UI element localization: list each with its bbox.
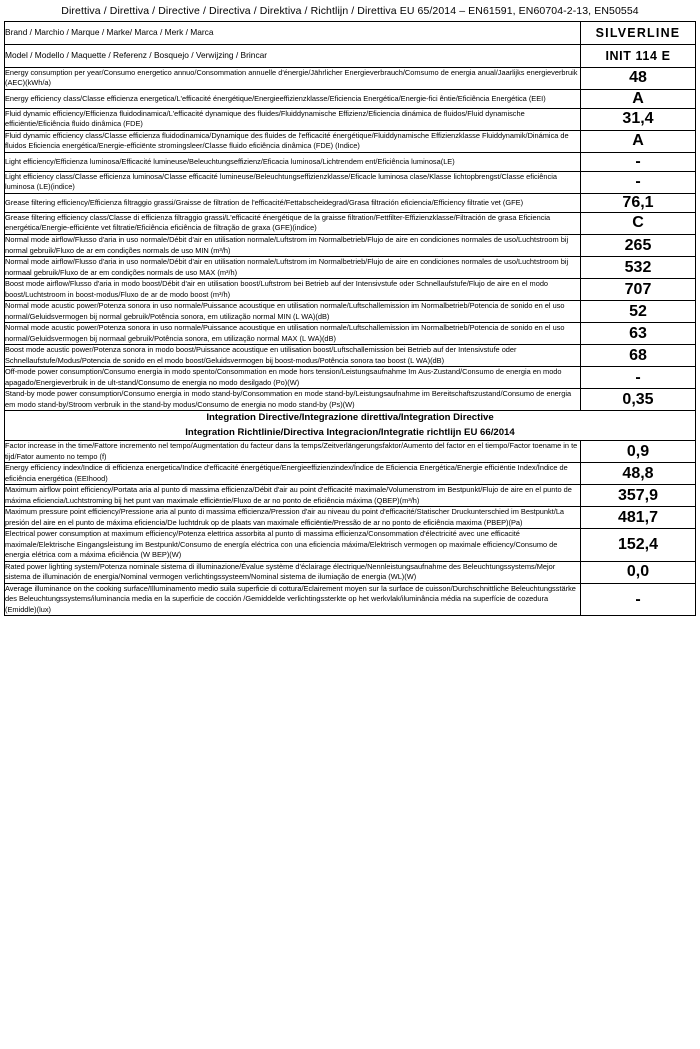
table-row — [5, 345, 696, 367]
table-row — [5, 67, 696, 89]
row-value: 48,8 — [581, 463, 696, 485]
table-row — [5, 171, 696, 193]
row-label: Normal mode airflow/Flusso d'aria in uso normale/Débit d'air en utilisation normale/Luftstrom im Normalbetrieb/Flujo de aire en condiciones normales de uso/Luchtstroom bij normal gebruik/Fluxo de ar em condições normals de uso MIN (m³/h) — [5, 235, 581, 257]
table-row — [5, 389, 696, 411]
row-label: Normal mode airflow/Flusso d'aria in uso normale/Débit d'air en utilisation normale/Luftstrom im Normalbetrieb/Flujo de aire en condiciones normales de uso/Luchtstroom bij normaal gebruik/Fluxo de ar em condições normals de uso MAX (m³/h) — [5, 257, 581, 279]
table-row — [5, 193, 696, 212]
table-row — [5, 367, 696, 389]
directive-header: Direttiva / Direttiva / Directive / Directiva / Direktiva / Richtlijn / Direttiva EU 65/2014 – EN61591, EN60704-2-13, EN50554 — [61, 5, 639, 17]
table-row — [5, 561, 696, 583]
row-label: Stand-by mode power consumption/Consumo energia in modo stand-by/Consommation en mode stand-by/Leistungsaufnahme im Bereitschaftszustand/Consumo de energia em modo stand-by/Stroom verbruik in the stand-by modus/Consumo de energia no modo stand-by (Ps)(W) — [5, 389, 581, 411]
row-value: - — [581, 171, 696, 193]
table-row — [5, 130, 696, 152]
model-label: Model / Modello / Maquette / Referenz / Bosquejo / Verwijzing / Brincar — [5, 44, 581, 67]
row-label: Boost mode acustic power/Potenza sonora in modo boost/Puissance acoustique en utilisation boost/Luftschallemission bei Betrieb auf der Intensivstufe oder Schnellaufstufe/Modus/Potencia de sonido en el modo boost/Geluidsvermogen bij boost-modus/Potência sonora tao boost (L WA)(dB) — [5, 345, 581, 367]
table-row — [5, 463, 696, 485]
brand-label: Brand / Marchio / Marque / Marke/ Marca / Merk / Marca — [5, 22, 581, 45]
row-value: 152,4 — [581, 529, 696, 562]
specification-table — [4, 21, 696, 616]
row-value: A — [581, 89, 696, 108]
table-row — [5, 583, 696, 616]
row-label: Boost mode airflow/Flusso d'aria in modo boost/Débit d'air en utilisation boost/Luftstrom bei Betrieb auf der Intensivstufe oder Schnellaufstufe/Flujo de aire en el modo boost/Luchtstroom in boost-modus/Fluxo de ar de modo boost (m³/h) — [5, 279, 581, 301]
row-label: Fluid dynamic efficiency/Efficienza fluidodinamica/L'efficacité dynamique des fluides/Fluiddynamische Effizienz/Eficiencia dinámica de fluidos/Fluid dynamische efficiëntie/Eficiência fluido dinâmica (FDE) — [5, 108, 581, 130]
row-value: 76,1 — [581, 193, 696, 212]
section-title-line1: Integration Directive/Integrazione direttiva/Integration Directive — [206, 412, 494, 424]
row-label: Grease filtering efficiency class/Classe di efficienza filtraggio grassi/L'efficacité énergétique de la graisse filtration/Fettfilter-Effizienzklasse/Filtración de grasa Eficiencia energética/Energie-efficiënte vet filtratie/Eficiência eficiência de filtração de graxa (GFE)(indice) — [5, 212, 581, 234]
row-label: Normal mode acustic power/Potenza sonora in uso normale/Puissance acoustique en utilisation normale/Luftschallemission im Normalbetrieb/Potencia de sonido en el uso normal/Geluidsvermogen bij normaal gebruik/Potência sonora, em utilização normal MAX (L WA)(dB) — [5, 323, 581, 345]
row-label: Light efficiency class/Classe efficienza luminosa/Classe efficacité lumineuse/Beleuchtungseffizienzklasse/Eficacle luminosa clase/Klasse lichtopbrengst/Classe eficiência luminosa (LE)(indice) — [5, 171, 581, 193]
row-value: 0,0 — [581, 561, 696, 583]
row-value: 0,9 — [581, 441, 696, 463]
table-body — [5, 22, 696, 616]
table-row — [5, 441, 696, 463]
row-value: 52 — [581, 301, 696, 323]
row-value: 357,9 — [581, 485, 696, 507]
row-value: - — [581, 152, 696, 171]
section-header-cell — [5, 411, 696, 441]
row-value: 31,4 — [581, 108, 696, 130]
row-value: A — [581, 130, 696, 152]
table-row — [5, 279, 696, 301]
row-value: 48 — [581, 67, 696, 89]
row-label: Energy consumption per year/Consumo energetico annuo/Consommation annuelle d'énergie/Jährlicher Energieverbrauch/Comsumo de energia anual/Jaarlijks energieverbruik (AEC)(kWh/a) — [5, 67, 581, 89]
table-row — [5, 108, 696, 130]
row-label: Grease filtering efficiency/Efficienza filtraggio grassi/Graisse de filtration de l'efficacité/Fettabscheidegrad/Grasa filtración eficiencia/Efficiency filtratie vet (GFE) — [5, 193, 581, 212]
row-label: Light efficiency/Efficienza luminosa/Efficacité lumineuse/Beleuchtungseffizienz/Eficacia luminosa/Lichtrendem ent/Eficiência luminosa(LE) — [5, 152, 581, 171]
row-label: Normal mode acustic power/Potenza sonora in uso normale/Puissance acoustique en utilisation normale/Luftschallemission im Normalbetrieb/Potencia de sonido en el uso normal/Geluidsvermogen bij normal gebruik/Potência sonora, em utilização normal MIN (L WA)(dB) — [5, 301, 581, 323]
row-label: Off-mode power consumption/Consumo energia in modo spento/Consommation en mode hors tension/Leistungsaufnahme Im Aus-Zustand/Consumo de energia en modo apagado/Energieverbruik in de ult-stand/Consumo de energia no modo desilgado (Po)(W) — [5, 367, 581, 389]
row-value: 707 — [581, 279, 696, 301]
row-label: Fluid dynamic efficiency class/Classe efficienza fluidodinamica/Dynamique des fluides de l'efficacité énergétique/Fluiddynamische Effizienzklasse Fluiddynamik/Dinámica de fluidos Eficiencia energética/Energie-efficiënte stromingsleer/Classe fluido eficiência dinâmica (FDE) (Indice) — [5, 130, 581, 152]
table-row — [5, 257, 696, 279]
row-value: - — [581, 583, 696, 616]
table-row — [5, 507, 696, 529]
table-row — [5, 485, 696, 507]
row-label: Electrical power consumption at maximum efficiency/Potenza elettrica assorbita al punto di massima efficienza/Consommation d'électricité avec une efficacité maximale/Elektrische Eingangsleistung im Bestpunkt/Consumo de energía eléctrica con una eficiencia máxima/Elektrisch vermogen op maximale efficiency/Consumo de energia elétrica com a máxima eficiência (W BEP)(W) — [5, 529, 581, 562]
row-label: Energy efficiency class/Classe efficienza energetica/L'efficacité énergétique/Energieeffizienzklasse/Eficiencia Energética/Energie-fici êntie/Eficiência Energética (EEI) — [5, 89, 581, 108]
section-header-row — [5, 411, 696, 441]
row-value: 481,7 — [581, 507, 696, 529]
table-row-brand — [5, 22, 696, 45]
table-row-model — [5, 44, 696, 67]
row-value: 265 — [581, 235, 696, 257]
row-label: Rated power lighting system/Potenza nominale sistema di illuminazione/Évalue système d'éclairage électrique/Nennleistungsaufnahme des Beleuchtungssystems/Mejor sistema de illuminación de energia/Nominal vermogen verlichtingssysteem/Nominal sistema de ilumiação de energia (WL)(W) — [5, 561, 581, 583]
row-value: C — [581, 212, 696, 234]
row-value: - — [581, 367, 696, 389]
row-label: Maximum airflow point efficiency/Portata aria al punto di massima efficienza/Débit d'air au point d'efficacité maximale/Volumenstrom im Bestpunkt/Flujo de aire en el punto de máxima eficiencia/Luchtstroming bij het punt van maximale efficiëntie/Fluxo de ar no ponto de eficiência máxima (QBEP)(m³/h) — [5, 485, 581, 507]
table-row — [5, 529, 696, 562]
row-label: Energy efficiency index/Indice di efficienza energetica/Indice d'efficacité énergétique/Energieeffizienzindex/Índice de Eficiencia Energética/Energie efficiëntie Index/Índice de eficiência energética (EEIhood) — [5, 463, 581, 485]
row-value: 63 — [581, 323, 696, 345]
table-row — [5, 301, 696, 323]
row-value: 68 — [581, 345, 696, 367]
brand-value: SILVERLINE — [581, 22, 696, 45]
section-title-line2: Integration Richtlinie/Directiva Integracion/Integratie richtlijn EU 66/2014 — [185, 426, 515, 438]
table-row — [5, 212, 696, 234]
row-label: Factor increase in the time/Fattore incremento nel tempo/Augmentation du facteur dans la temps/Zeitverlängerungsfaktor/Aumento del factor en el tiempo/Factor toename in te tijd/Fator aumento no tempo (f) — [5, 441, 581, 463]
table-row — [5, 323, 696, 345]
model-value: INIT 114 E — [581, 44, 696, 67]
row-label: Average illuminance on the cooking surface/Illuminamento medio suila superficie di cottura/Eclairement moyen sur la surface de cuisson/Durchschnittliche Beleuchtungsstärke des Beleuchtungssystems/iluminancia media en la superficie de cocción /Gemiddelde verlichtingssterkte op het werkvlak/iluminância média na superfície de cozedura (Emiddle)(lux) — [5, 583, 581, 616]
row-value: 0,35 — [581, 389, 696, 411]
table-row — [5, 235, 696, 257]
table-row — [5, 152, 696, 171]
row-label: Maximum pressure point efficiency/Pressione aria al punto di massima efficienza/Pression d'air au niveau du point d'efficacité/Statischer Druckunterschied im Bestpunkt/La presión del aire en el punto de máxima eficiencia/De luchtdruk op de plaats van maximale efficiëntie/Pressão de ar no ponto de eficiência maxima (PBEP)(Pa) — [5, 507, 581, 529]
table-row — [5, 89, 696, 108]
row-value: 532 — [581, 257, 696, 279]
